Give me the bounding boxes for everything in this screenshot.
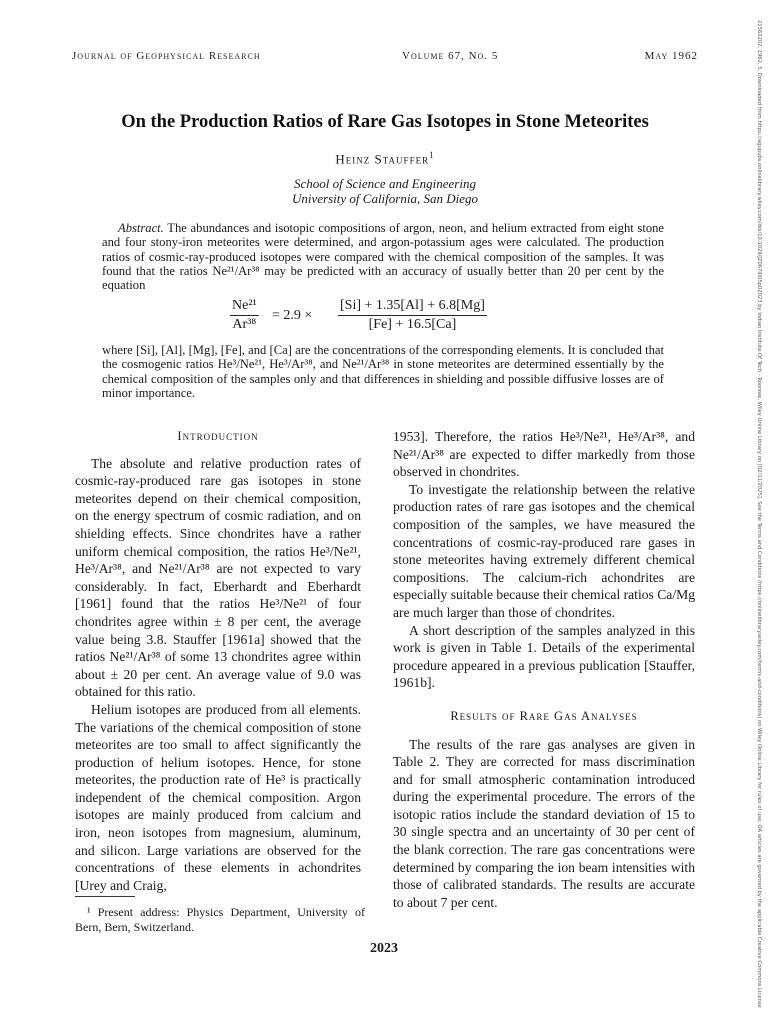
equation-lhs-numerator: Ne²¹ <box>230 298 259 316</box>
page-number: 2023 <box>370 941 398 956</box>
running-header <box>72 50 698 70</box>
journal-name: Journal of Geophysical Research <box>72 50 261 62</box>
abstract-text: The abundances and isotopic compositions of argon, neon, and helium extracted from eight stone and four stony-iron meteorites were determined, and argon-potassium ages were calculated. The production ratios of cosmic-ray-produced isotopes were compared with the chemical composition of the samples. It was found that the ratios Ne²¹/Ar³⁸ may be predicted with an accuracy of usually better than 20 per cent by the equation <box>102 221 665 293</box>
equation-rhs-numerator: [Si] + 1.35[Al] + 6.8[Mg] <box>338 298 487 316</box>
issue-date: May 1962 <box>644 50 698 62</box>
volume-number: Volume 67, No. 5 <box>402 50 499 62</box>
author-footnote-mark: 1 <box>429 150 435 160</box>
article-title: On the Production Ratios of Rare Gas Isotopes in Stone Meteorites <box>121 112 649 132</box>
equation-factor: = 2.9 × <box>272 308 313 323</box>
paragraph: Helium isotopes are produced from all elements. The variations of the chemical composition of stone meteorites are too small to affect significantly the production of helium isotopes. Hence, for stone meteorites, the production rate of He³ is practically independent of the chemical composition. Argon isotopes are mainly produced from calcium and iron, neon isotopes from magnesium, aluminum, and silicon. Large variations are observed for the concentrations of these elements in achondrites [Urey and Craig, <box>75 701 361 893</box>
paragraph: 1953]. Therefore, the ratios He³/Ne²¹, He³/Ar³⁸, and Ne²¹/Ar³⁸ are expected to differ markedly from those observed in chondrites. <box>393 429 695 480</box>
abstract-label: Abstract. <box>118 221 164 235</box>
affiliation-line-1: School of Science and Engineering <box>294 176 476 191</box>
paragraph: A short description of the samples analyzed in this work is given in Table 1. Details of the experimental procedure appeared in a previous publication [Stauffer, 1961b]. <box>393 622 695 691</box>
author-name: Heinz Stauffer <box>335 151 430 167</box>
equation-lhs <box>230 298 259 333</box>
paragraph: To investigate the relationship between the relative production rates of rare gas isotopes and the chemical composition of the samples, we have measured the concentrations of cosmic-ray-produced rare gases in stone meteorites having extremely different chemical compositions. The calcium-rich achondrites are especially suitable because their chemical ratios Ca/Mg are much larger than those of chondrites. <box>393 481 695 620</box>
equation-rhs-denominator: [Fe] + 16.5[Ca] <box>368 317 457 332</box>
abstract <box>102 221 664 292</box>
footnote: ¹ Present address: Physics Department, University of Bern, Bern, Switzerland. <box>75 905 365 934</box>
left-column <box>75 428 361 894</box>
paragraph: The absolute and relative production rates of cosmic-ray-produced rare gas isotopes in stone meteorites depend on their chemical composition, on the energy spectrum of cosmic radiation, and on shielding effects. Since chondrites have a rather uniform chemical composition, the ratios He³/Ne²¹, He³/Ar³⁸, and Ne²¹/Ar³⁸ are not expected to vary considerably. In fact, Eberhardt and Eberhardt [1961] found that the ratios He³/Ne²¹ of four chondrites agree within ± 8 per cent, the average value being 3.8. Stauffer [1961a] showed that the ratios Ne²¹/Ar³⁸ of some 13 chondrites agree within about ± 20 per cent. An average value of 9.0 was obtained for this ratio. <box>75 455 361 700</box>
section-heading-results: Results of Rare Gas Analyses <box>450 708 638 723</box>
equation <box>230 298 550 338</box>
equation-lhs-denominator: Ar³⁸ <box>232 317 257 332</box>
abstract-continuation: where [Si], [Al], [Mg], [Fe], and [Ca] are the concentrations of the corresponding elements. It is concluded that the cosmogenic ratios He³/Ne²¹, He³/Ar³⁸, and Ne²¹/Ar³⁸ in stone meteorites are determined essentially by the chemical composition of the samples only and that differences in shielding and possible diffusive losses are of minor importance. <box>102 343 664 400</box>
author-line <box>60 150 710 167</box>
affiliation-line-2: University of California, San Diego <box>292 191 478 206</box>
download-notice-text: 21562202, 1962, 5, Downloaded from https://agupubs.onlinelibrary.wiley.com/doi/10.1029/JZ067i005p02023 by Indian Institute Of Tech - Roorkee, Wiley Online Library on [02/11/2025]. See the Terms and Conditions (https://onlinelibrary.wiley.com/terms-and-conditions) on Wiley Online Library for rules of use; OA articles are governed by the applicable Creative Commons License <box>756 20 762 1008</box>
download-notice <box>752 20 764 1010</box>
footnote-divider <box>75 896 135 897</box>
affiliation <box>60 176 710 206</box>
section-heading-introduction: Introduction <box>177 429 259 443</box>
paragraph: The results of the rare gas analyses are given in Table 2. They are corrected for mass discrimination and for small atmospheric contamination introduced during the experimental procedure. The errors of the isotopic ratios include the standard deviation of 15 to 30 single spectra and an uncertainty of 30 per cent of the blank correction. The rare gas concentrations were determined by comparing the ion beam intensities with those of calibrated standards. The results are accurate to about 7 per cent. <box>393 736 695 910</box>
equation-rhs <box>338 298 487 333</box>
right-column <box>393 428 695 911</box>
